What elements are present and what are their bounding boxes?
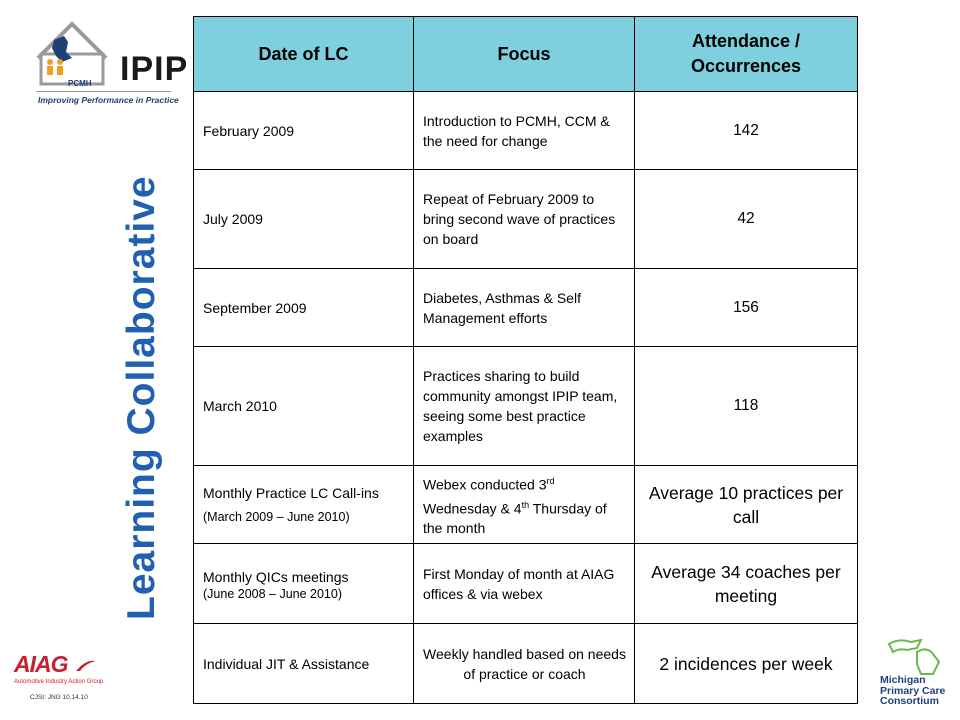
focus-cell: First Monday of month at AIAG offices & via webex	[414, 544, 635, 624]
michigan-shape-icon	[52, 36, 72, 62]
ordinal-suffix: rd	[546, 475, 555, 486]
table-row	[194, 624, 858, 704]
mpcc-name	[880, 675, 945, 707]
ipip-logo	[34, 18, 189, 110]
footer-code: CJSI: JNG 10.14.10	[30, 694, 88, 701]
date-cell: February 2009	[194, 92, 414, 170]
table-row	[194, 269, 858, 347]
ipip-wordmark: IPIP	[120, 50, 189, 88]
attendance-cell: 118	[635, 347, 858, 466]
header-focus: Focus	[414, 17, 635, 92]
focus-cell: Practices sharing to build community amongst IPIP team, seeing some best practice examples	[414, 347, 635, 466]
ordinal-suffix: th	[521, 499, 530, 510]
attendance-cell: 156	[635, 269, 858, 347]
focus-cell	[414, 466, 635, 544]
date-range-note: (June 2008 – June 2010)	[203, 586, 342, 601]
logo-tagline: Improving Performance in Practice	[38, 95, 179, 105]
focus-cell: Diabetes, Asthmas & Self Management efforts	[414, 269, 635, 347]
mpcc-logo	[877, 638, 953, 716]
focus-cell: Weekly handled based on needs of practice or coach	[414, 624, 635, 704]
attendance-cell: 2 incidences per week	[635, 624, 858, 704]
table-row	[194, 544, 858, 624]
date-cell: March 2010	[194, 347, 414, 466]
date-label: Monthly QICs meetings	[203, 568, 349, 585]
pcmh-label: PCMH	[68, 79, 92, 88]
attendance-cell: 42	[635, 170, 858, 269]
aiag-wordmark: AIAG	[14, 651, 68, 677]
table-row	[194, 466, 858, 544]
table-header-row	[194, 17, 858, 92]
learning-collaborative-table	[193, 16, 858, 704]
date-cell	[194, 544, 414, 624]
aiag-subtitle: Automotive Industry Action Group	[14, 679, 104, 685]
focus-cell: Repeat of February 2009 to bring second wave of practices on board	[414, 170, 635, 269]
date-cell: Individual JIT & Assistance	[194, 624, 414, 704]
date-cell	[194, 466, 414, 544]
focus-text-b: Wednesday & 4	[423, 500, 522, 517]
mpcc-line: Consortium	[880, 695, 939, 707]
side-title: Learning Collaborative	[120, 175, 163, 620]
attendance-cell: Average 10 practices per call	[635, 466, 858, 544]
date-cell: July 2009	[194, 170, 414, 269]
header-attendance: Attendance / Occurrences	[635, 17, 858, 92]
date-cell: September 2009	[194, 269, 414, 347]
table-row	[194, 347, 858, 466]
focus-cell: Introduction to PCMH, CCM & the need for change	[414, 92, 635, 170]
date-label: Monthly Practice LC Call-ins	[203, 484, 379, 501]
attendance-cell: 142	[635, 92, 858, 170]
logo-divider	[36, 91, 171, 92]
focus-text-a: Webex conducted 3	[423, 476, 547, 493]
focus-text-c: Thursday of the month	[423, 500, 607, 537]
date-range-note: (March 2009 – June 2010)	[203, 509, 350, 524]
table-row	[194, 92, 858, 170]
michigan-map-icon	[877, 638, 953, 678]
attendance-cell: Average 34 coaches per meeting	[635, 544, 858, 624]
table-row	[194, 170, 858, 269]
mpcc-line: Primary Care	[880, 684, 946, 697]
mpcc-line: Michigan	[880, 674, 926, 686]
header-date: Date of LC	[194, 17, 414, 92]
swoosh-icon	[76, 659, 96, 673]
